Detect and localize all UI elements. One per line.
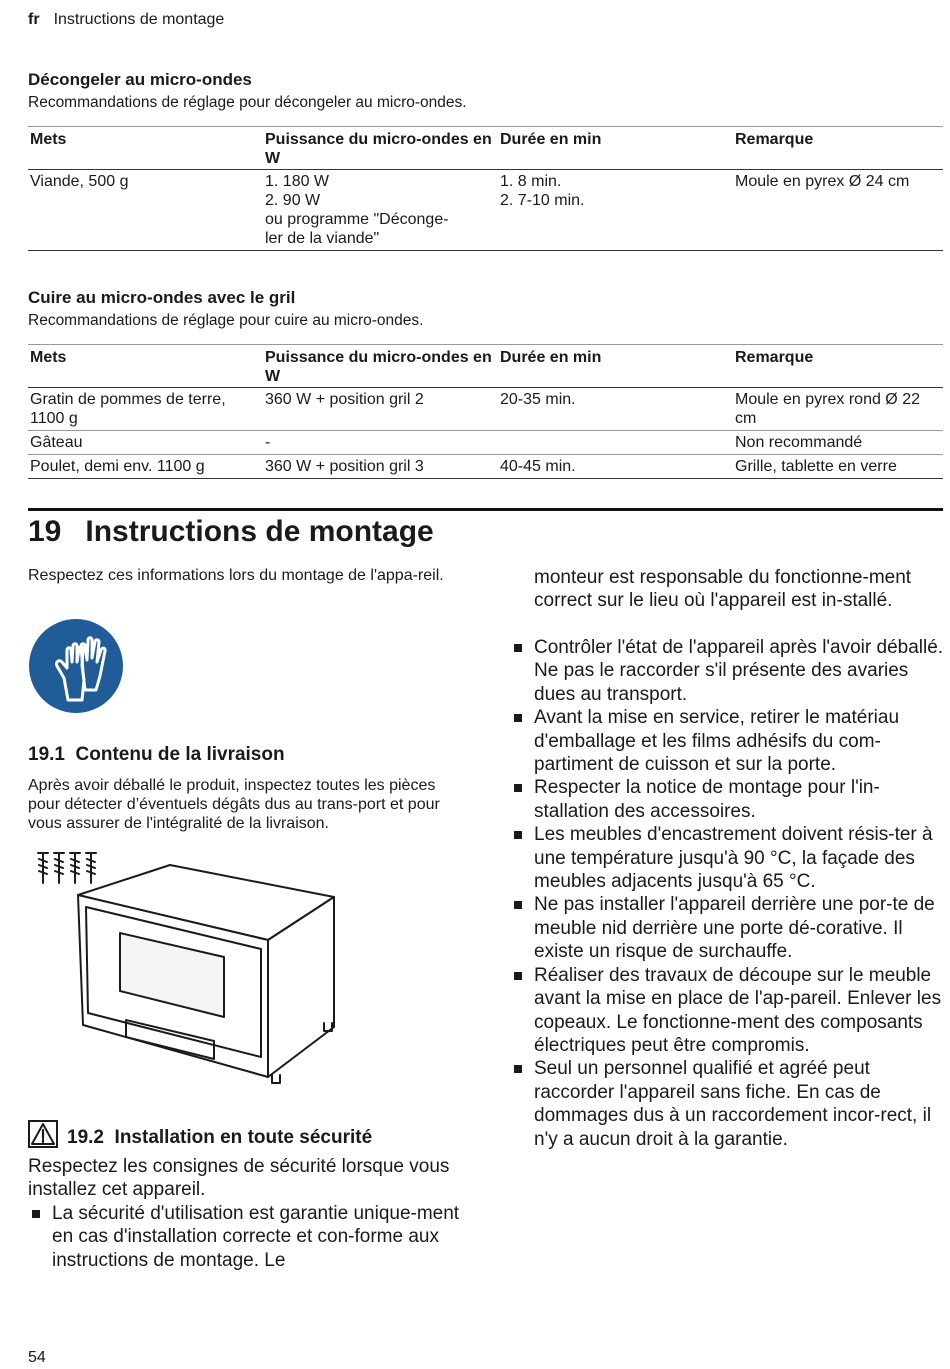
safety-list-right xyxy=(510,636,946,1151)
cell-mets: Poulet, demi env. 1100 g xyxy=(28,455,263,479)
table-row xyxy=(28,388,943,431)
chapter-rule xyxy=(28,508,943,511)
col-duration: Durée en min xyxy=(498,345,733,388)
safety-list-left xyxy=(28,1202,468,1272)
chapter-intro: Respectez ces informations lors du montage de l'appa-reil. xyxy=(28,567,444,584)
cell-mets: Gâteau xyxy=(28,431,263,455)
defrost-table xyxy=(28,126,943,251)
power-line: ler de la viande" xyxy=(265,230,380,247)
col-power: Puissance du micro-ondes en W xyxy=(263,127,498,170)
duration-line: 2. 7-10 min. xyxy=(500,192,585,209)
safety-continuation: monteur est responsable du fonctionne-ment correct sur le lieu où l'appareil est in-stallé. xyxy=(534,567,912,612)
safety-title: Installation en toute sécurité xyxy=(114,1127,373,1148)
table-row xyxy=(28,431,943,455)
list-item: Contrôler l'état de l'appareil après l'avoir déballé. Ne pas le raccorder s'il présente des avaries dues au transport. xyxy=(510,636,946,706)
col-mets: Mets xyxy=(28,345,263,388)
running-header xyxy=(28,11,224,29)
defrost-subtitle: Recommandations de réglage pour décongeler au micro-ondes. xyxy=(28,94,467,111)
safety-intro: Respectez les consignes de sécurité lorsque vous installez cet appareil. xyxy=(28,1156,450,1201)
defrost-title: Décongeler au micro-ondes xyxy=(28,70,252,89)
cell-remark: Grille, tablette en verre xyxy=(733,455,943,479)
screws-icon xyxy=(38,853,96,883)
power-line: ou programme "Déconge- xyxy=(265,211,449,228)
delivery-text: Après avoir déballé le produit, inspectez toutes les pièces pour détecter d’éventuels dégâts dus au trans-port et pour vous assurer de l'intégralité de la livraison. xyxy=(28,777,440,832)
cell-power: - xyxy=(263,431,498,455)
chapter-title: Instructions de montage xyxy=(85,515,434,548)
cell-mets: Viande, 500 g xyxy=(28,170,263,251)
list-item: Ne pas installer l'appareil derrière une por-te de meuble nid derrière une porte dé-corative. Il existe un risque de surchauffe. xyxy=(510,893,946,963)
grill-title: Cuire au micro-ondes avec le gril xyxy=(28,288,296,307)
list-item: Seul un personnel qualifié et agréé peut raccorder l'appareil sans fiche. En cas de dommages dus à un raccordement incor-rect, il n'y a aucun droit à la garantie. xyxy=(510,1057,946,1151)
cell-remark: Non recommandé xyxy=(733,431,943,455)
chapter-number: 19 xyxy=(28,515,62,548)
delivery-number: 19.1 xyxy=(28,744,65,765)
oven-illustration xyxy=(28,845,348,1085)
cell-power xyxy=(263,170,498,251)
cell-remark: Moule en pyrex rond Ø 22 cm xyxy=(733,388,943,431)
list-item: Respecter la notice de montage pour l'in-stallation des accessoires. xyxy=(510,776,946,823)
list-item: La sécurité d'utilisation est garantie unique-ment en cas d'installation correcte et con-forme aux instructions de montage. Le xyxy=(28,1202,468,1272)
cell-mets: Gratin de pommes de terre, 1100 g xyxy=(28,388,263,431)
grill-subtitle: Recommandations de réglage pour cuire au micro-ondes. xyxy=(28,312,424,329)
cell-duration xyxy=(498,431,733,455)
header-lang: fr xyxy=(28,11,40,28)
col-power: Puissance du micro-ondes en W xyxy=(263,345,498,388)
cell-duration xyxy=(498,170,733,251)
cell-power: 360 W + position gril 2 xyxy=(263,388,498,431)
page-number: 54 xyxy=(28,1349,46,1366)
table-header-row xyxy=(28,127,943,170)
list-item: Avant la mise en service, retirer le matériau d'emballage et les films adhésifs du com-partiment de cuisson et sur la porte. xyxy=(510,706,946,776)
delivery-heading xyxy=(28,744,285,766)
safety-heading xyxy=(67,1127,372,1149)
cell-power: 360 W + position gril 3 xyxy=(263,455,498,479)
table-row xyxy=(28,170,943,251)
warning-icon xyxy=(28,1120,58,1148)
col-remark: Remarque xyxy=(733,345,943,388)
safety-number: 19.2 xyxy=(67,1127,104,1148)
col-duration: Durée en min xyxy=(498,127,733,170)
table-row xyxy=(28,455,943,479)
cell-remark: Moule en pyrex Ø 24 cm xyxy=(733,170,943,251)
cell-duration: 20-35 min. xyxy=(498,388,733,431)
power-line: 2. 90 W xyxy=(265,192,321,209)
header-title: Instructions de montage xyxy=(53,11,225,28)
grill-table xyxy=(28,344,943,479)
delivery-title: Contenu de la livraison xyxy=(75,744,285,765)
gloves-icon xyxy=(28,616,124,716)
chapter-heading xyxy=(28,515,434,549)
col-remark: Remarque xyxy=(733,127,943,170)
col-mets: Mets xyxy=(28,127,263,170)
cell-duration: 40-45 min. xyxy=(498,455,733,479)
list-item: Les meubles d'encastrement doivent résis-ter à une température jusqu'à 90 °C, la façade des meubles adjacents jusqu'à 65 °C. xyxy=(510,823,946,893)
list-item: Réaliser des travaux de découpe sur le meuble avant la mise en place de l'ap-pareil. Enlever les copeaux. Le fonctionne-ment des composants électriques peut être compromis. xyxy=(510,964,946,1058)
table-header-row xyxy=(28,345,943,388)
power-line: 1. 180 W xyxy=(265,173,330,190)
duration-line: 1. 8 min. xyxy=(500,173,562,190)
